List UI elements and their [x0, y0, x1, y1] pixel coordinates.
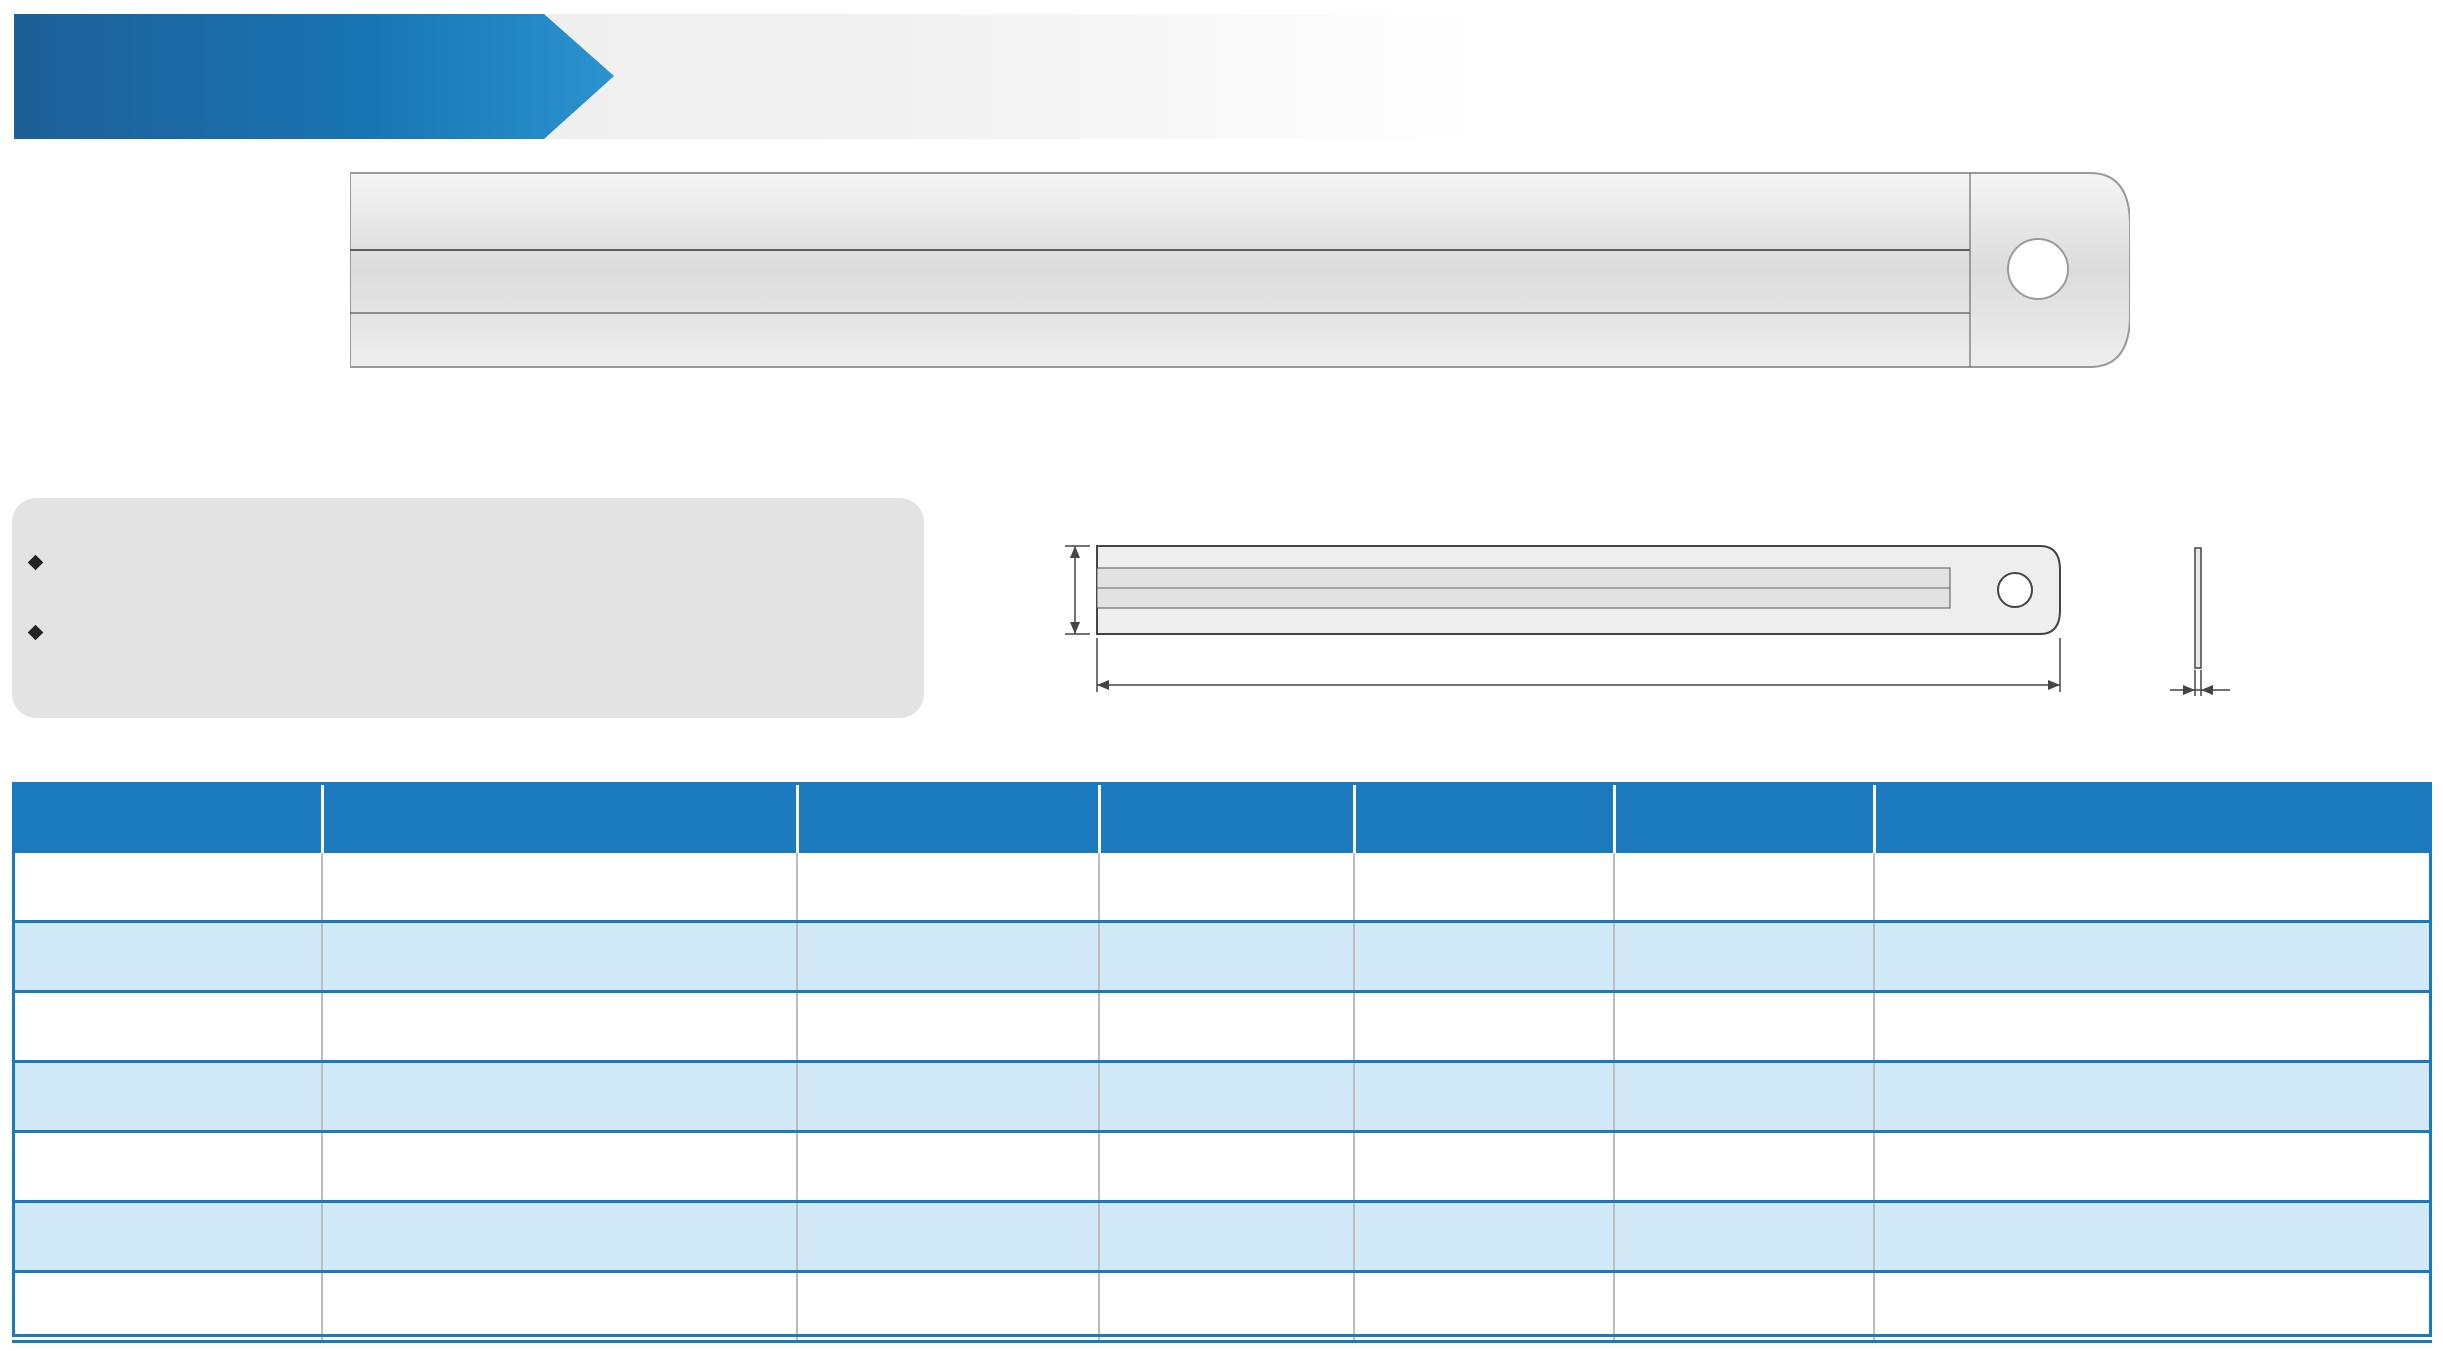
cell-remark	[1874, 1132, 2432, 1202]
cell-code	[12, 922, 322, 992]
col-header-remark	[1874, 782, 2432, 852]
cell-w	[1614, 852, 1874, 922]
cell-range	[322, 852, 797, 922]
cell-accuracy	[797, 1132, 1099, 1202]
cell-t	[1099, 852, 1354, 922]
diamond-bullet-icon	[28, 555, 44, 571]
cell-t	[1099, 922, 1354, 992]
cell-remark	[1874, 1272, 2432, 1342]
cell-range	[322, 992, 797, 1062]
features-box	[12, 498, 924, 718]
cell-l	[1354, 1062, 1614, 1132]
col-header-accuracy	[797, 782, 1099, 852]
cell-remark	[1874, 922, 2432, 992]
cell-remark	[1874, 1202, 2432, 1272]
cell-code	[12, 992, 322, 1062]
col-header-range	[322, 782, 797, 852]
col-header-code	[12, 782, 322, 852]
diagram-side-view	[2195, 548, 2201, 668]
cell-l	[1354, 1272, 1614, 1342]
table-header-row	[12, 782, 2432, 852]
cell-w	[1614, 1132, 1874, 1202]
cell-t	[1099, 1132, 1354, 1202]
cell-t	[1099, 1202, 1354, 1272]
dimension-diagram	[1030, 530, 2260, 710]
table-row	[12, 992, 2432, 1062]
table-row	[12, 1272, 2432, 1342]
cell-accuracy	[797, 922, 1099, 992]
steel-rule-photo	[350, 165, 2130, 375]
series-arrow	[14, 14, 614, 139]
cell-code	[12, 1062, 322, 1132]
col-header-w	[1614, 782, 1874, 852]
cell-code	[12, 852, 322, 922]
spec-table	[12, 782, 2432, 1343]
table-row	[12, 1132, 2432, 1202]
cell-range	[322, 1202, 797, 1272]
cell-range	[322, 1132, 797, 1202]
rule-body	[350, 173, 2130, 367]
cell-accuracy	[797, 1272, 1099, 1342]
cell-code	[12, 1132, 322, 1202]
cell-remark	[1874, 1062, 2432, 1132]
cell-accuracy	[797, 1062, 1099, 1132]
cell-t	[1099, 1272, 1354, 1342]
cell-w	[1614, 1202, 1874, 1272]
cell-l	[1354, 992, 1614, 1062]
table-row	[12, 852, 2432, 922]
cell-w	[1614, 1062, 1874, 1132]
cell-code	[12, 1202, 322, 1272]
cell-l	[1354, 1132, 1614, 1202]
hang-hole	[2008, 239, 2068, 299]
cell-t	[1099, 992, 1354, 1062]
cell-range	[322, 1272, 797, 1342]
cell-l	[1354, 852, 1614, 922]
cell-code	[12, 1272, 322, 1342]
cell-w	[1614, 992, 1874, 1062]
table-row	[12, 922, 2432, 992]
cell-remark	[1874, 992, 2432, 1062]
cell-accuracy	[797, 852, 1099, 922]
table-row	[12, 1062, 2432, 1132]
cell-w	[1614, 922, 1874, 992]
cell-w	[1614, 1272, 1874, 1342]
col-header-t	[1099, 782, 1354, 852]
cell-accuracy	[797, 1202, 1099, 1272]
cell-t	[1099, 1062, 1354, 1132]
cell-l	[1354, 922, 1614, 992]
diamond-bullet-icon	[28, 625, 44, 641]
cell-range	[322, 922, 797, 992]
col-header-l	[1354, 782, 1614, 852]
cell-remark	[1874, 852, 2432, 922]
cell-accuracy	[797, 992, 1099, 1062]
diagram-hole	[1998, 573, 2032, 607]
cell-range	[322, 1062, 797, 1132]
cell-l	[1354, 1202, 1614, 1272]
table-row	[12, 1202, 2432, 1272]
